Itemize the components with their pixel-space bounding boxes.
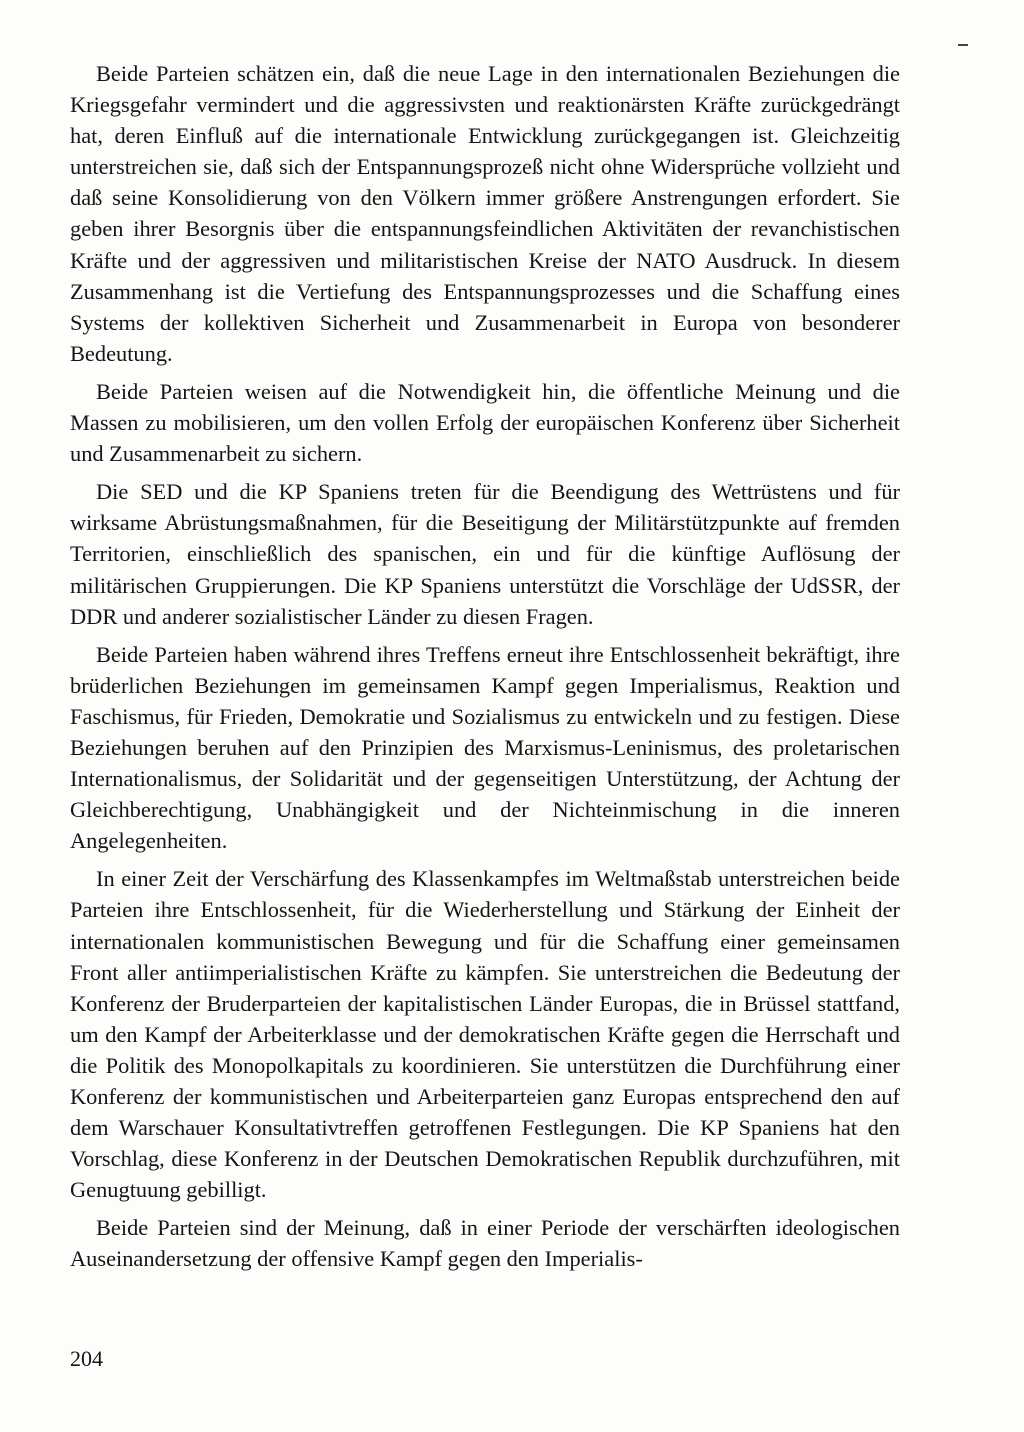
page-number: 204 [70, 1346, 103, 1371]
paragraph-3: Die SED und die KP Spaniens treten für die Beendigung des Wettrüstens und für wirksame Abrüstungsmaßnahmen, für die Beseitigung der Militärstützpunkte auf fremden Territorien, einschließlich des spanischen, ein und für die künftige Auflösung der militärischen Gruppierungen. Die KP Spaniens unterstützt die Vorschläge der UdSSR, der DDR und anderer sozialistischer Länder zu diesen Fragen. [70, 479, 900, 629]
paragraph-4: Beide Parteien haben während ihres Treffens erneut ihre Entschlossenheit bekräftigt, ihre brüderlichen Beziehungen im gemeinsamen Kampf gegen Imperialismus, Reaktion und Faschismus, für Frieden, Demokratie und Sozialismus zu entwickeln und zu festigen. Diese Beziehungen beruhen auf den Prinzipien des Marxismus-Leninismus, des proletarischen Internationalismus, der Solidarität und der gegenseitigen Unterstützung, der Achtung der Gleichberechtigung, Unabhängigkeit und der Nichteinmischung in die inneren Angelegenheiten. [70, 641, 900, 854]
document-page [70, 58, 900, 1282]
margin-mark [958, 44, 968, 46]
paragraph-6: Beide Parteien sind der Meinung, daß in einer Periode der verschärften ideologischen Auseinandersetzung der offensive Kampf gegen den Imperialis- [70, 1215, 900, 1272]
paragraph-1: Beide Parteien schätzen ein, daß die neue Lage in den internationalen Beziehungen die Kriegsgefahr vermindert und die aggressivsten und reaktionärsten Kräfte zurückgedrängt hat, deren Einfluß auf die internationale Entwicklung zurückgegangen ist. Gleichzeitig unterstreichen sie, daß sich der Entspannungsprozeß nicht ohne Widersprüche vollzieht und daß seine Konsolidierung von den Völkern immer größere Anstrengungen erfordert. Sie geben ihrer Besorgnis über die entspannungsfeindlichen Aktivitäten der revanchistischen Kräfte und der aggressiven und militaristischen Kreise der NATO Ausdruck. In diesem Zusammenhang ist die Vertiefung des Entspannungsprozesses und die Schaffung eines Systems der kollektiven Sicherheit und Zusammenarbeit in Europa von besonderer Bedeutung. [70, 61, 900, 366]
paragraph-5: In einer Zeit der Verschärfung des Klassenkampfes im Weltmaßstab unterstreichen beide Parteien ihre Entschlossenheit, für die Wiederherstellung und Stärkung der Einheit der internationalen kommunistischen Bewegung und für die Schaffung einer gemeinsamen Front aller antiimperialistischen Kräfte zu kämpfen. Sie unterstreichen die Bedeutung der Konferenz der Bruderparteien der kapitalistischen Länder Europas, die in Brüssel stattfand, um den Kampf der Arbeiterklasse und der demokratischen Kräfte gegen die Herrschaft und die Politik des Monopolkapitals zu koordinieren. Sie unterstützen die Durchführung einer Konferenz der kommunistischen und Arbeiterparteien ganz Europas entsprechend den auf dem Warschauer Konsultativtreffen getroffenen Festlegungen. Die KP Spaniens hat den Vorschlag, diese Konferenz in der Deutschen Demokratischen Republik durchzuführen, mit Genugtuung gebilligt. [70, 866, 900, 1203]
paragraph-2: Beide Parteien weisen auf die Notwendigkeit hin, die öffentliche Meinung und die Massen zu mobilisieren, um den vollen Erfolg der europäischen Konferenz über Sicherheit und Zusammenarbeit zu sichern. [70, 378, 900, 467]
